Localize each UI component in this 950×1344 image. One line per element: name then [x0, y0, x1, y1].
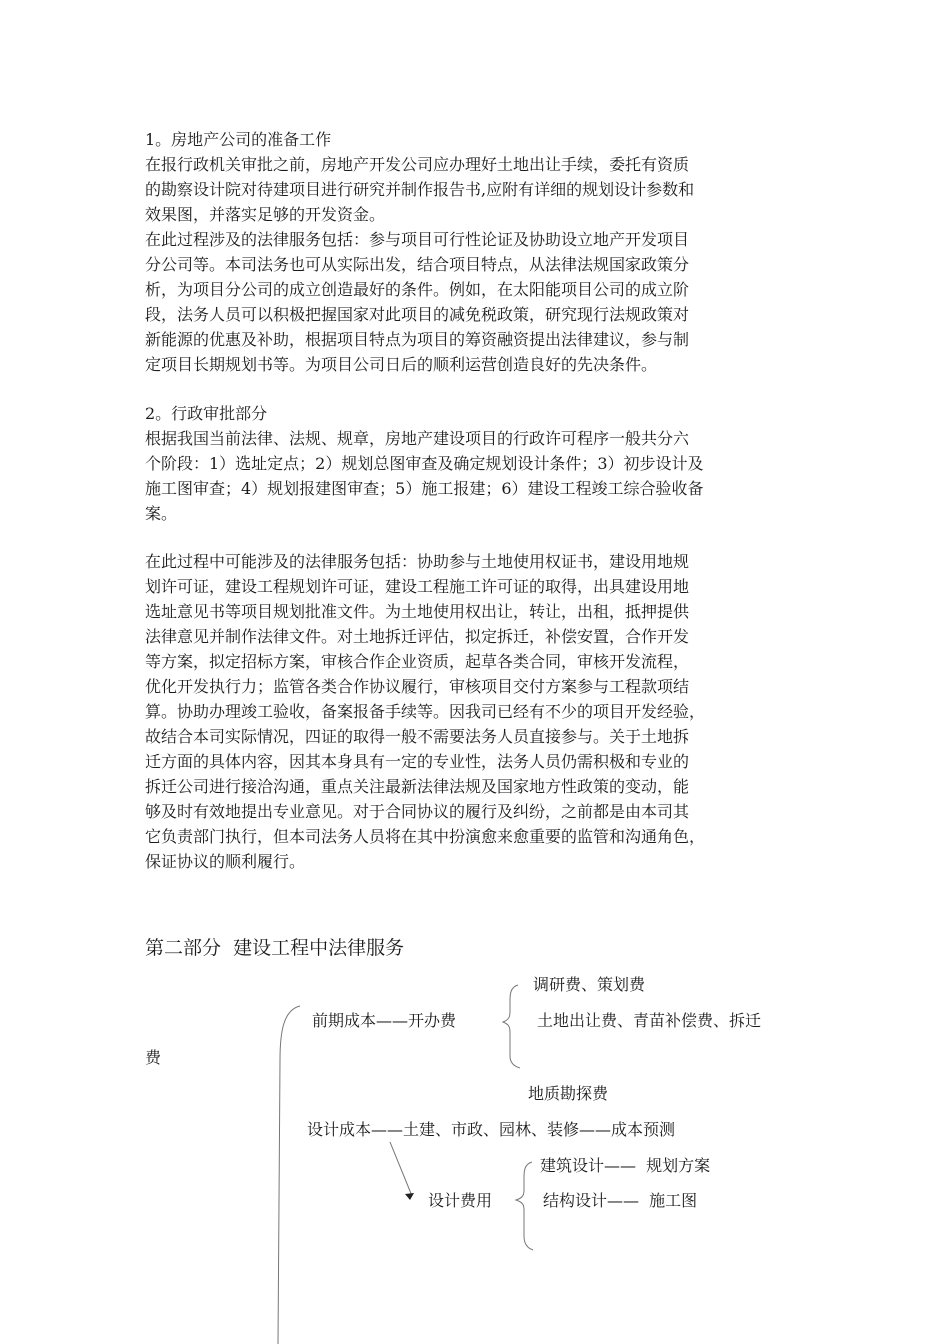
design-fee-label: 设计费用 [428, 1191, 493, 1210]
design-cost-arrow-line [390, 1142, 412, 1196]
land-transfer-fees: 土地出让费、青苗补偿费、拆迁 [537, 1011, 762, 1030]
section1-paragraph-2: 在此过程涉及的法律服务包括：参与项目可行性论证及协助设立地产开发项目 分公司等。本司法务也可从实际出发，结合项目特点，从法律法规国家政策分 析，为项目分公司的成立创造最好的条件。例如，在太阳能项目公司的成立阶 段，法务人员可以积极把握国家对此项目的减免税政策，研究现行法规政策对 新能源的优惠及补助，根据项目特点为项目的筹资融资提出法律建议，参与制 定项目长期规划书等。为项目公司日后的顺利运营创造良好的先决条件。 [145, 230, 690, 374]
research-planning-fee: 调研费、策划费 [533, 975, 646, 994]
land-transfer-fees-continued: 费 [145, 1048, 162, 1067]
main-bracket [278, 1006, 300, 1344]
design-fee-brace [516, 1162, 533, 1250]
section2-paragraph-1: 根据我国当前法律、法规、规章，房地产建设项目的行政许可程序一般共分六 个阶段：1）选址定点；2）规划总图审查及确定规划设计条件；3）初步设计及 施工图审查；4）规划报建图审查；5）施工报建；6）建设工程竣工综合验收备 案。 [145, 429, 704, 523]
geology-survey-fee: 地质勘探费 [528, 1084, 609, 1103]
section1-paragraph-1: 在报行政机关审批之前，房地产开发公司应办理好土地出让手续，委托有资质 的勘察设计院对待建项目进行研究并制作报告书,应附有详细的规划设计参数和 效果图，并落实足够的开发资金。 [145, 155, 695, 224]
section2-heading: 2。行政审批部分 [145, 404, 268, 423]
structural-design: 结构设计—— 施工图 [543, 1191, 698, 1210]
section1-heading: 1。房地产公司的准备工作 [145, 130, 332, 149]
design-cost-label: 设计成本——土建、市政、园林、装修——成本预测 [307, 1120, 676, 1139]
section2-paragraph-2: 在此过程中可能涉及的法律服务包括：协助参与土地使用权证书，建设用地规 划许可证，建设工程规划许可证，建设工程施工许可证的取得，出具建设用地 选址意见书等项目规划批准文件。为土地使用权出让，转让，出租，抵押提供 法律意见并制作法律文件。对土地拆迁评估，拟定拆迁，补偿安置，合作开发 等方案，拟定招标方案，审核合作企业资质，起草各类合同，审核开发流程， 优化开发执行力；监管各类合作协议履行，审核项目交付方案参与工程款项结 算。协助办理竣工验收，备案报备手续等。因我司已经有不少的项目开发经验， 故结合本司实际情况，四证的取得一般不需要法务人员直接参与。关于土地拆 迁方面的具体内容，因其本身具有一定的专业性，法务人员仍需积极和专业的 拆迁公司进行接洽沟通，重点关注最新法律法规及国家地方性政策的变动，能 够及时有效地提出专业意见。对于合同协议的履行及纠纷，之前都是由本司其 它负责部门执行，但本司法务人员将在其中扮演愈来愈重要的监管和沟通角色， 保证协议的顺利履行。 [145, 552, 706, 871]
early-cost-brace [503, 985, 520, 1068]
design-cost-arrowhead [405, 1193, 414, 1200]
early-cost-label: 前期成本——开办费 [312, 1011, 457, 1030]
architectural-design: 建筑设计—— 规划方案 [540, 1156, 711, 1175]
part2-heading: 第二部分 建设工程中法律服务 [145, 937, 405, 959]
